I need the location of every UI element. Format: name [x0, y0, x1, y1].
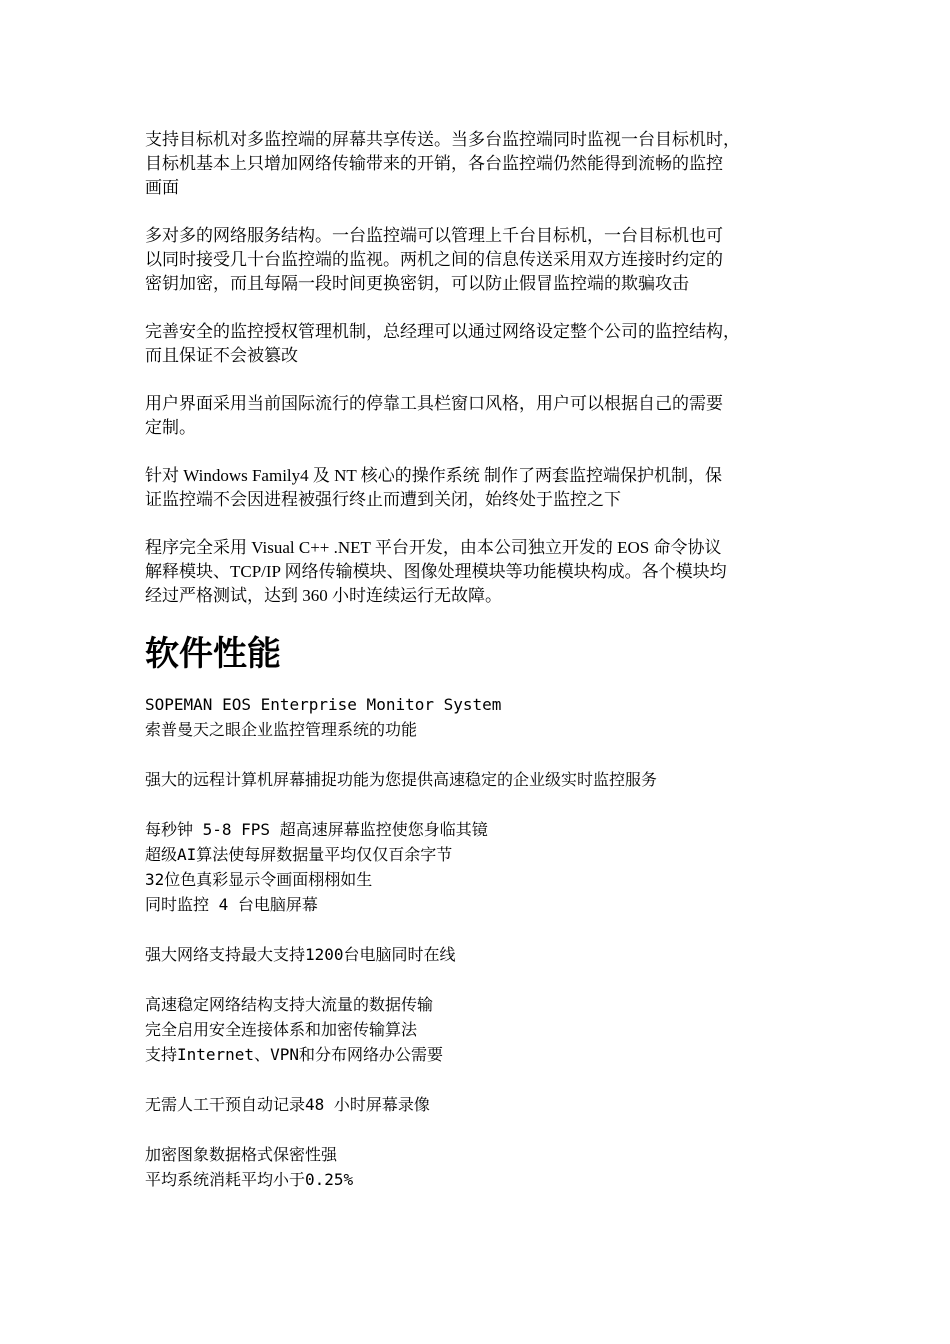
text-line: 画面 — [145, 178, 179, 197]
feature-paragraph-network-structure — [145, 224, 815, 296]
text-line: 而且保证不会被篡改 — [145, 346, 298, 365]
text-line: 32位色真彩显示令画面栩栩如生 — [145, 870, 373, 889]
text-line: 针对 Windows Family4 及 NT 核心的操作系统 制作了两套监控端保护机制，保 — [145, 466, 723, 485]
text-line: 无需人工干预自动记录48 小时屏幕录像 — [145, 1095, 430, 1114]
text-line: 完全启用安全连接体系和加密传输算法 — [145, 1020, 418, 1039]
text-line: 强大网络支持最大支持1200台电脑同时在线 — [145, 945, 456, 964]
text-line: 支持目标机对多监控端的屏幕共享传送。当多台监控端同时监视一台目标机时， — [145, 130, 740, 149]
text-line: 用户界面采用当前国际流行的停靠工具栏窗口风格，用户可以根据自己的需要 — [145, 394, 723, 413]
text-line: 同时监控 4 台电脑屏幕 — [145, 895, 318, 914]
text-line: SOPEMAN EOS Enterprise Monitor System — [145, 695, 502, 714]
performance-block-recording — [145, 1092, 815, 1117]
text-line: 加密图象数据格式保密性强 — [145, 1145, 338, 1164]
text-line: 多对多的网络服务结构。一台监控端可以管理上千台目标机，一台目标机也可 — [145, 226, 723, 245]
feature-paragraph-development — [145, 536, 815, 608]
text-line: 证监控端不会因进程被强行终止而遭到关闭，始终处于监控之下 — [145, 490, 621, 509]
section-heading: 软件性能 — [145, 634, 281, 674]
document-page — [145, 128, 815, 1217]
feature-paragraph-authorization — [145, 320, 815, 368]
text-line: 完善安全的监控授权管理机制，总经理可以通过网络设定整个公司的监控结构， — [145, 322, 740, 341]
text-line: 强大的远程计算机屏幕捕捉功能为您提供高速稳定的企业级实时监控服务 — [145, 770, 658, 789]
text-line: 以同时接受几十台监控端的监视。两机之间的信息传送采用双方连接时约定的 — [145, 250, 723, 269]
text-line: 高速稳定网络结构支持大流量的数据传输 — [145, 995, 434, 1014]
text-line: 支持Internet、VPN和分布网络办公需要 — [145, 1045, 443, 1064]
feature-paragraph-screen-sharing — [145, 128, 815, 200]
text-line: 超级AI算法使每屏数据量平均仅仅百余字节 — [145, 845, 453, 864]
text-line: 密钥加密，而且每隔一段时间更换密钥，可以防止假冒监控端的欺骗攻击 — [145, 274, 689, 293]
text-line: 程序完全采用 Visual C++ .NET 平台开发，由本公司独立开发的 EOS 命令协议 — [145, 538, 722, 557]
feature-paragraph-protection — [145, 464, 815, 512]
text-line: 每秒钟 5-8 FPS 超高速屏幕监控使您身临其镜 — [145, 820, 488, 839]
performance-block-network-capacity — [145, 942, 815, 967]
text-line: 解释模块、TCP/IP 网络传输模块、图像处理模块等功能模块构成。各个模块均 — [145, 562, 727, 581]
text-line: 经过严格测试，达到 360 小时连续运行无故障。 — [145, 586, 502, 605]
text-line: 定制。 — [145, 418, 196, 437]
performance-block-monitoring-specs — [145, 817, 815, 917]
performance-block-product-name — [145, 692, 815, 742]
performance-block-network-security — [145, 992, 815, 1067]
text-line: 目标机基本上只增加网络传输带来的开销，各台监控端仍然能得到流畅的监控 — [145, 154, 723, 173]
performance-block-encryption-resources — [145, 1142, 815, 1192]
feature-paragraph-user-interface — [145, 392, 815, 440]
text-line: 平均系统消耗平均小于0.25% — [145, 1170, 354, 1189]
text-line: 索普曼天之眼企业监控管理系统的功能 — [145, 720, 418, 739]
performance-block-screen-capture — [145, 767, 815, 792]
